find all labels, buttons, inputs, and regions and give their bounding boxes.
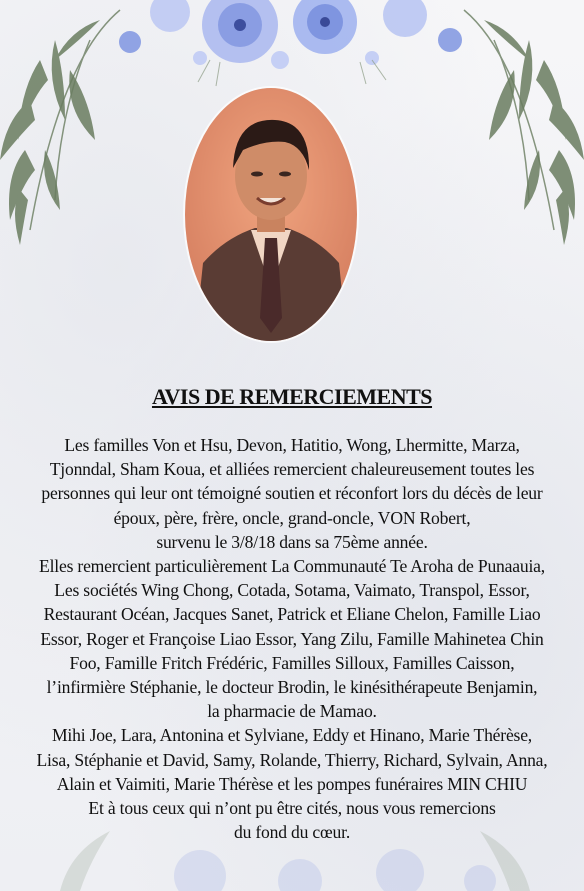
notice-line: survenu le 3/8/18 dans sa 75ème année. <box>156 531 428 552</box>
notice-line: Elles remercient particulièrement La Communauté Te Aroha de Punaauia, <box>39 556 545 577</box>
notice-line: personnes qui leur ont témoigné soutien et réconfort lors du décès de leur <box>41 483 543 504</box>
notice-body <box>8 433 576 844</box>
notice-line: Les familles Von et Hsu, Devon, Hatitio, Wong, Lhermitte, Marza, <box>64 435 520 455</box>
notice-line: époux, père, frère, oncle, grand-oncle, VON Robert, <box>113 507 471 528</box>
notice-line: l’infirmière Stéphanie, le docteur Brodin, le kinésithérapeute Benjamin, <box>46 677 538 698</box>
notice-line: Les sociétés Wing Chong, Cotada, Sotama, Vaimato, Transpol, Essor, <box>54 580 530 601</box>
notice-line: la pharmacie de Mamao. <box>207 701 377 722</box>
notice-line: du fond du cœur. <box>233 822 351 843</box>
notice-line: Mihi Joe, Lara, Antonina et Sylviane, Eddy et Hinano, Marie Thérèse, <box>51 725 533 746</box>
notice-line: Lisa, Stéphanie et David, Samy, Rolande, Thierry, Richard, Sylvain, Anna, <box>36 749 548 770</box>
notice-line: Alain et Vaimiti, Marie Thérèse et les pompes funéraires MIN CHIU <box>56 773 528 794</box>
notice-line: Tjonndal, Sham Koua, et alliées remercient chaleureusement toutes les <box>49 459 535 480</box>
notice-line: Et à tous ceux qui n’ont pu être cités, nous vous remercions <box>88 798 496 819</box>
portrait-photo <box>185 88 357 341</box>
notice-line: Restaurant Océan, Jacques Sanet, Patrick et Eliane Chelon, Famille Liao <box>43 604 541 625</box>
notice-line: Foo, Famille Fritch Frédéric, Familles Silloux, Familles Caisson, <box>69 652 515 673</box>
notice-line: Essor, Roger et Françoise Liao Essor, Yang Zilu, Famille Mahinetea Chin <box>40 628 544 649</box>
notice-title: AVIS DE REMERCIEMENTS <box>151 384 433 409</box>
